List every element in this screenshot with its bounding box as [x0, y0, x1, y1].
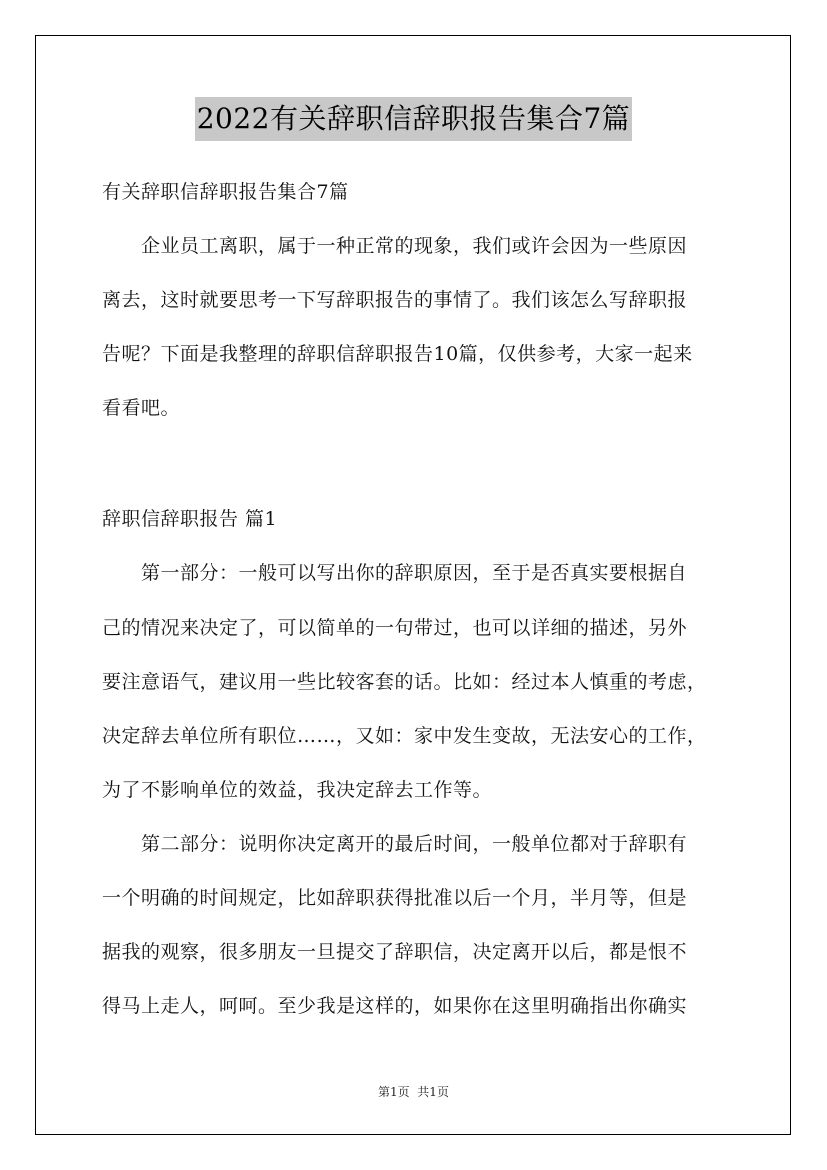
paragraph-line: 据我的观察，很多朋友一旦提交了辞职信，决定离开以后，都是恨不 — [102, 941, 688, 963]
title-container — [0, 97, 827, 141]
paragraph-line: 告呢？下面是我整理的辞职信辞职报告10篇，仅供参考，大家一起来 — [102, 343, 693, 365]
subtitle-line: 有关辞职信辞职报告集合7篇 — [102, 181, 349, 203]
paragraph-line: 己的情况来决定了，可以简单的一句带过，也可以详细的描述，另外 — [102, 617, 688, 639]
paragraph-line: 第二部分：说明你决定离开的最后时间，一般单位都对于辞职有 — [102, 833, 688, 855]
paragraph-line: 一个明确的时间规定，比如辞职获得批准以后一个月，半月等，但是 — [102, 887, 688, 909]
paragraph-line: 离去，这时就要思考一下写辞职报告的事情了。我们该怎么写辞职报 — [102, 289, 688, 311]
page-number: 第1页 共1页 — [378, 1085, 449, 1099]
paragraph-line: 要注意语气，建议用一些比较客套的话。比如：经过本人慎重的考虑， — [102, 671, 707, 693]
section-heading: 辞职信辞职报告 篇1 — [102, 508, 278, 530]
page-footer — [0, 1083, 827, 1101]
paragraph-line: 决定辞去单位所有职位……，又如：家中发生变故，无法安心的工作， — [102, 725, 707, 747]
paragraph-line: 第一部分：一般可以写出你的辞职原因，至于是否真实要根据自 — [102, 562, 688, 584]
paragraph-line: 企业员工离职，属于一种正常的现象，我们或许会因为一些原因 — [102, 235, 688, 257]
paragraph-line: 得马上走人，呵呵。至少我是这样的，如果你在这里明确指出你确实 — [102, 995, 688, 1017]
paragraph-line: 为了不影响单位的效益，我决定辞去工作等。 — [102, 779, 493, 801]
document-title: 2022有关辞职信辞职报告集合7篇 — [195, 97, 633, 141]
paragraph-line: 看看吧。 — [102, 397, 181, 419]
